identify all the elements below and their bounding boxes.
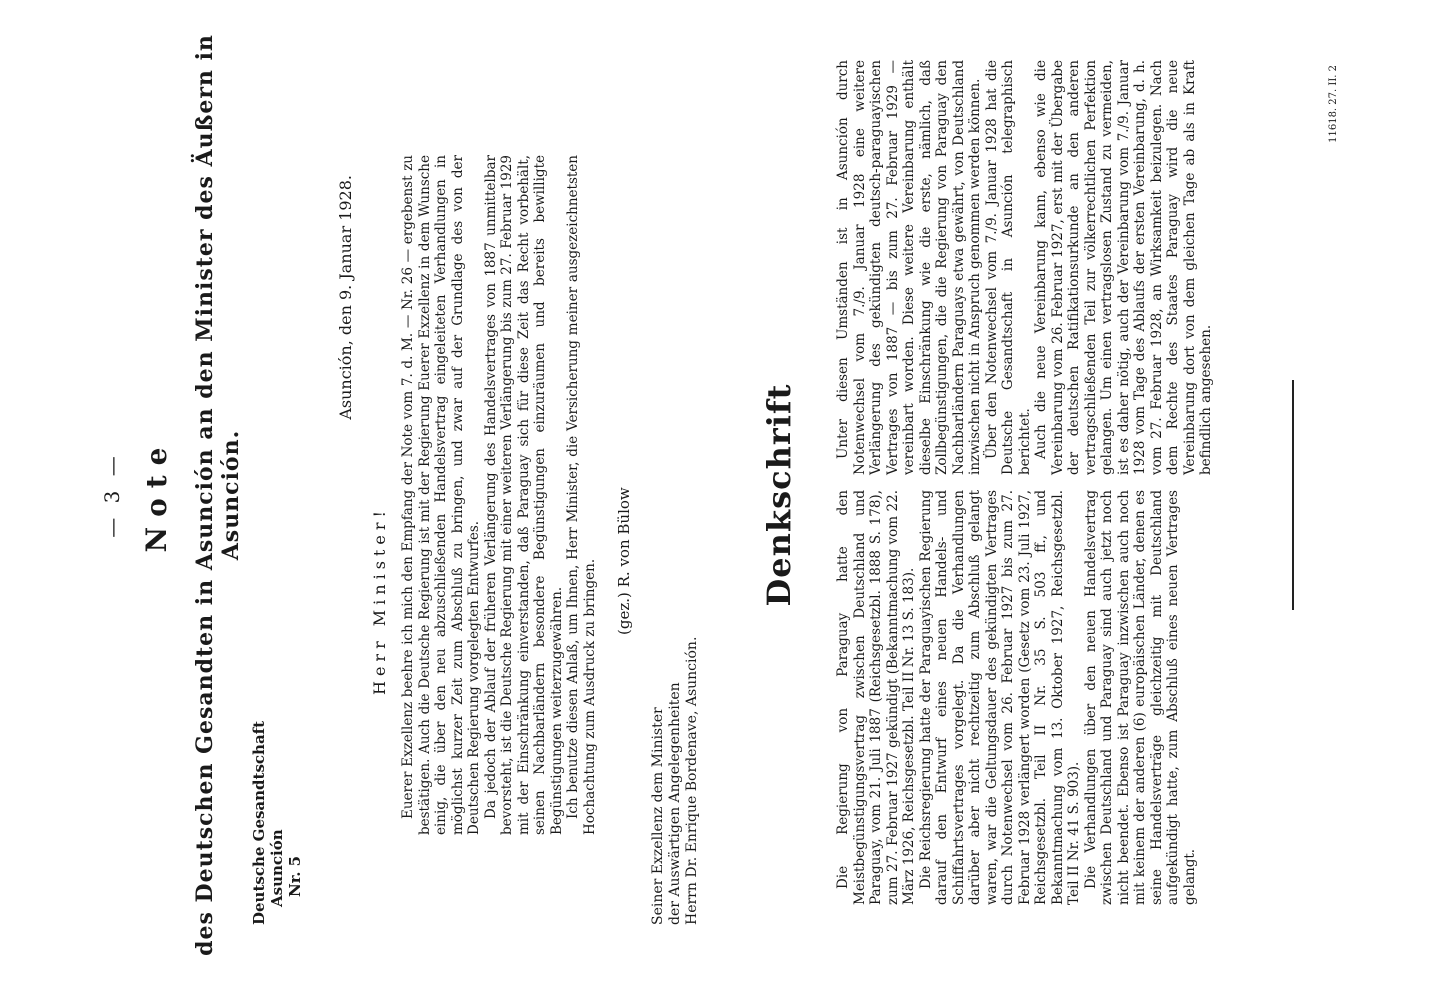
addressee-line: Seiner Exzellenz dem Minister [650,707,666,925]
addressee-block [650,637,701,925]
letter-body [400,155,598,835]
denkschrift-column-left [835,490,1198,905]
denkschrift-paragraph: Auch die neue Vereinbarung kann, ebenso wie die Vereinbarung vom 26. Februar 1927, erst mit der Übergabe der deutschen Ratifikationsurkunde an den anderen vertragschließenden Teil zur völkerrechtlichen Perfektion gelangen. Um einen vertragslosen Zustand zu vermeiden, ist es daher nötig, auch der Vereinbarung vom 7./9. Januar 1928 vom Tage des Ablaufs der ersten Vereinbarung, d. h. vom 27. Februar 1928, an Wirksamkeit beizulegen. Nach dem Rechte des Staates Paraguay wird die neue Vereinbarung dort von dem gleichen Tage ab als in Kraft befindlich angesehen. [1033,60,1214,475]
closing-rule [1292,380,1294,610]
denkschrift-paragraph: Die Regierung von Paraguay hatte den Meistbegünstigungsvertrag zwischen Deutschland und Paraguay, vom 21. Juli 1887 (Reichsgesetzbl. 1888 S. 178), zum 27. Februar 1927 gekündigt (Bekanntmachung vom 22. März 1926, Reichsgesetzbl. Teil II Nr. 13 S. 183). [835,490,917,905]
note-subtitle: des Deutschen Gesandten in Asunción an den Minister des Äußern in Asunción. [192,34,244,956]
digitization-stamp [1420,10,1434,390]
sender-line: Asunción [268,829,286,907]
denkschrift-paragraph: Unter diesen Umständen ist in Asunción durch Notenwechsel vom 7./9. Januar 1928 eine weitere Verlängerung des gekündigten deutsch-paraguayischen Vertrages von 1887 — bis zum 27. Februar 1929 — vereinbart worden. Diese weitere Vereinbarung enthält dieselbe Einschränkung wie die erste, nämlich, daß Zollbegünstigungen, die die Regierung von Paraguay den Nachbarländern Paraguays etwa gewährt, von Deutschland inzwischen nicht in Anspruch genommen werden können. [835,60,983,475]
denkschrift-paragraph: Die Reichsregierung hatte der Paraguayischen Regierung darauf den Entwurf eines neuen Handels- und Schiffahrtsvertrages vorgelegt. Da die Verhandlungen darüber aber nicht rechtzeitig zum Abschluß gelangt waren, war die Geltungsdauer des gekündigten Vertrages durch Notenwechsel vom 26. Februar 1927 bis zum 27. Februar 1928 verlängert worden (Gesetz vom 23. Juli 1927, Reichsgesetzbl. Teil II Nr. 35 S. 503 ff., und Bekanntmachung vom 13. Oktober 1927, Reichsgesetzbl. Teil II Nr. 41 S. 903). [917,490,1082,905]
sender-block [250,721,304,925]
sender-line: Deutsche Gesandtschaft [250,720,268,925]
salutation: Herr Minister! [370,506,389,695]
denkschrift-paragraph: Über den Notenwechsel vom 7./9. Januar 1928 hat die Deutsche Gesandtschaft in Asunción telegraphisch berichtet. [983,60,1033,475]
signature: (gez.) R. von Bülow [615,487,633,635]
letter-paragraph: Da jedoch der Ablauf der früheren Verlängerung des Handelsvertrages von 1887 unmittelbar bevorsteht, ist die Deutsche Regierung mit einer weiteren Verlängerung bis zum 27. Februar 1929 mit der Einschränkung einverstanden, daß Paraguay sich für diese Zeit das Recht vorbehält, seinen Nachbarländern besondere Begünstigungen einzuräumen und bereits bewilligte Begünstigungen weiterzugewähren. [482,155,565,835]
letter-paragraph: Ich benutze diesen Anlaß, um Ihnen, Herr Minister, die Versicherung meiner ausgezeichnetsten Hochachtung zum Ausdruck zu bringen. [565,155,598,835]
denkschrift-column-right [835,60,1215,475]
letter-paragraph: Euerer Exzellenz beehre ich mich den Empfang der Note vom 7. d. M. — Nr. 26 — ergebenst zu bestätigen. Auch die Deutsche Regierung ist mit der Regierung Euerer Exzellenz in dem Wunsche einig, die über den neu abzuschließenden Handelsvertrag eingeleiteten Verhandlungen in möglichst kurzer Zeit zum Abschluß zu bringen, und zwar auf der Grundlage des von der Deutschen Regierung vorgelegten Entwurfes. [400,155,482,835]
document-page [40,25,1339,965]
denkschrift-paragraph: Die Verhandlungen über den neuen Handelsvertrag zwischen Deutschland und Paraguay sind auch jetzt noch nicht beendet. Ebenso ist Paraguay inzwischen auch noch mit keinem der anderen (6) europäischen Länder, denen es seine Handelsverträge gleichzeitig mit Deutschland aufgekündigt hatte, zum Abschluß eines neuen Vertrages gelangt. [1082,490,1198,905]
sender-line: Nr. 5 [286,855,304,897]
dateline: Asunción, den 9. Januar 1928. [336,175,355,420]
addressee-line: Herrn Dr. Enrique Bordenave, Asunción. [684,636,700,925]
addressee-line: der Auswärtigen Angelegenheiten [667,682,683,925]
print-mark: 11618. 27. II. 2 [1328,65,1339,143]
denkschrift-title: Denkschrift [760,383,798,607]
note-title: Note [140,437,173,553]
page-number: — 3 — [100,452,124,538]
